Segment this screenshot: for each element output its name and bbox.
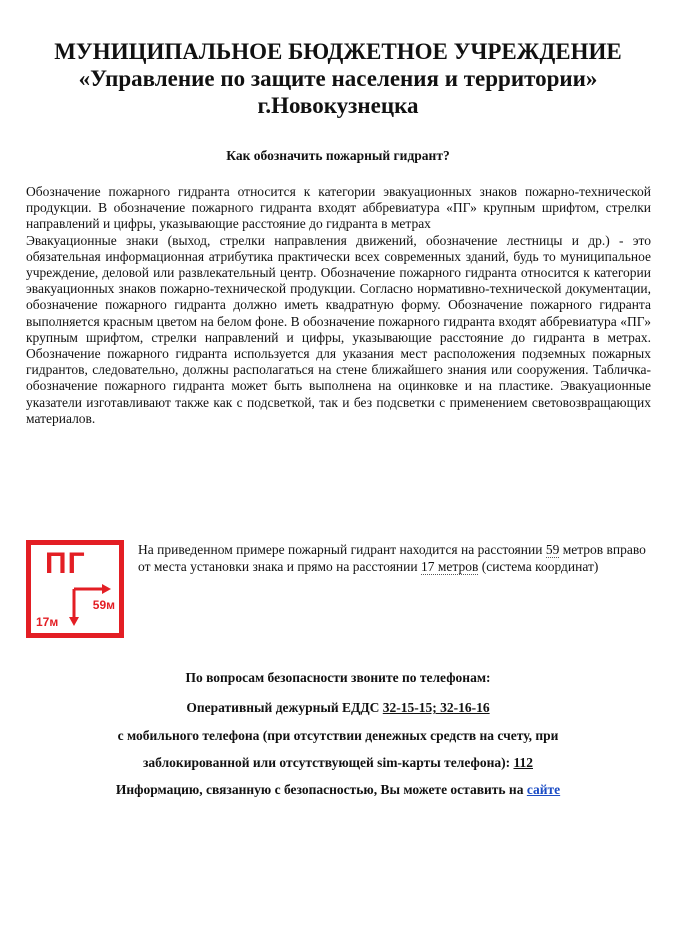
edds-phones[interactable]: 32-15-15; 32-16-16 bbox=[382, 700, 490, 715]
example-explanation: На приведенном примере пожарный гидрант находится на расстоянии 59 метров вправо от места установки знака и прямо на расстоянии 17 метров (система координат) bbox=[138, 542, 646, 574]
sign-right-distance: 59м bbox=[92, 598, 115, 612]
sign-down-distance: 17м bbox=[36, 615, 59, 629]
mobile-line: с мобильного телефона (при отсутствии денежных средств на счету, при bbox=[117, 728, 559, 743]
hydrant-sign-image bbox=[26, 540, 124, 638]
contacts-intro: По вопросам безопасности звоните по телефонам: bbox=[185, 670, 491, 685]
org-line-2: «Управление по защите населения и территории» bbox=[78, 66, 598, 91]
sign-abbreviation: ПГ bbox=[45, 547, 86, 580]
edds-line: Оперативный дежурный ЕДДС 32-15-15; 32-16-16 bbox=[186, 700, 490, 715]
distance-straight: 17 метров bbox=[420, 558, 479, 574]
distance-right: 59 bbox=[545, 542, 560, 557]
emergency-number[interactable]: 112 bbox=[513, 755, 533, 770]
website-line: Информацию, связанную с безопасностью, Вы можете оставить на сайте bbox=[115, 782, 561, 797]
paragraph-2: Эвакуационные знаки (выход, стрелки направления движений, обозначение лестницы и др.) - это обязательная информационная атрибутика практически всех современных зданий, будь то муниципальное учреждение, деловой или развлекательный центр. Обозначение пожарного гидранта относится к категории эвакуационных знаков пожарно-технической продукции. Согласно нормативно-технической документации, обозначение пожарного гидранта должно иметь квадратную форму. Обозначение пожарного гидранта выполняется красным цветом на белом фоне. В обозначение пожарного гидранта входят аббревиатура «ПГ» крупным шрифтом, стрелки направлений и цифры, указывающие расстояние до гидранта в метрах. Обозначение пожарного гидранта используется для указания мест расположения подземных пожарных гидрантов, следовательно, должны располагаться на стене ближайшего знания или сооружения. Табличка-обозначение пожарного гидранта может быть выполнена на оцинковке и на пластике. Эвакуационные указатели изготавливают также как с подсветкой, так и без подсветки с применением световозвращающих материалов. bbox=[26, 232, 651, 426]
article-body bbox=[26, 184, 651, 427]
org-line-1: МУНИЦИПАЛЬНОЕ БЮДЖЕТНОЕ УЧРЕЖДЕНИЕ bbox=[54, 39, 622, 64]
website-link[interactable]: сайте bbox=[526, 782, 561, 797]
question-heading: Как обозначить пожарный гидрант? bbox=[226, 148, 450, 163]
organization-title bbox=[20, 38, 656, 119]
paragraph-1: Обозначение пожарного гидранта относится к категории эвакуационных знаков пожарно-технической продукции. В обозначение пожарного гидранта входят аббревиатура «ПГ» крупным шрифтом, стрелки направлений и цифры, указывающие расстояние до гидранта в метрах bbox=[26, 184, 651, 232]
org-line-3: г.Новокузнецка bbox=[257, 93, 419, 118]
emergency-line: заблокированной или отсутствующей sim-карты телефона): 112 bbox=[143, 755, 533, 770]
